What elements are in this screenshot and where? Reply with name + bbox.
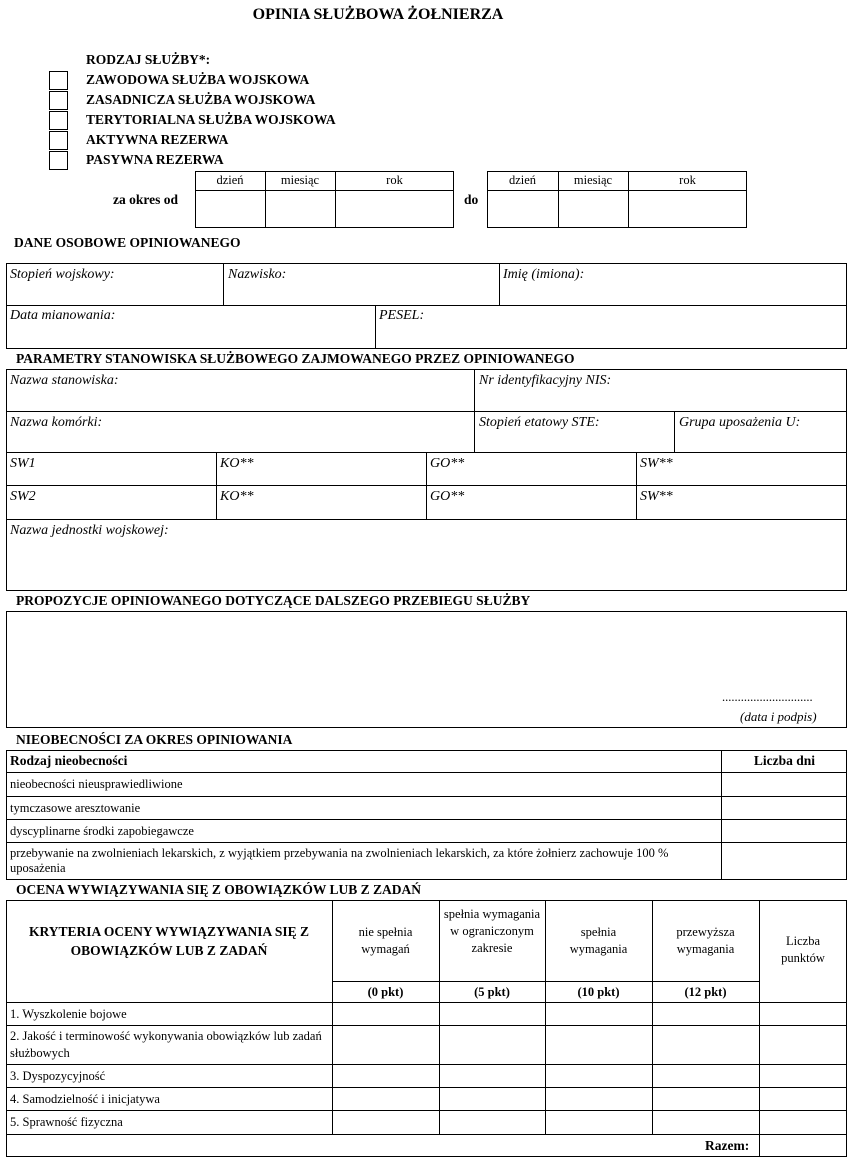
- sw2-field[interactable]: SW2: [10, 489, 36, 504]
- sw1-field[interactable]: SW1: [10, 456, 36, 471]
- salary-group-field[interactable]: Grupa uposażenia U:: [679, 415, 801, 430]
- to-day-input[interactable]: [488, 191, 557, 227]
- level-label: przewyższa wymagania: [676, 925, 735, 956]
- appointment-date-field[interactable]: Data mianowania:: [10, 308, 116, 323]
- cell-name-field[interactable]: Nazwa komórki:: [10, 415, 103, 430]
- surname-field[interactable]: Nazwisko:: [228, 267, 287, 282]
- absence-row: dyscyplinarne środki zapobiegawcze: [10, 824, 194, 838]
- proposals-heading: PROPOZYCJE OPINIOWANEGO DOTYCZĄCE DALSZEGO PRZEBIEGU SŁUŻBY: [16, 593, 531, 608]
- to-month-input[interactable]: [559, 191, 627, 227]
- absence-days-input[interactable]: [723, 774, 845, 795]
- absences-heading: NIEOBECNOŚCI ZA OKRES OPINIOWANIA: [16, 732, 293, 747]
- ste-field[interactable]: Stopień etatowy STE:: [479, 415, 600, 430]
- to-year-input[interactable]: [629, 191, 746, 227]
- points-header: Liczba punktów: [781, 934, 825, 965]
- go1-field[interactable]: GO**: [430, 456, 465, 471]
- checkbox-active-reserve[interactable]: [49, 131, 68, 150]
- level-label: spełnia wymagania w ograniczonym zakresie: [443, 907, 541, 955]
- service-option: TERYTORIALNA SŁUŻBA WOJSKOWA: [86, 112, 336, 127]
- from-day-input[interactable]: [196, 191, 264, 227]
- month-label: miesiąc: [280, 173, 320, 187]
- year-label: rok: [386, 173, 403, 187]
- service-option: ZAWODOWA SŁUŻBA WOJSKOWA: [86, 72, 310, 87]
- criterion-row: 2. Jakość i terminowość wykonywania obowiązków lub zadań służbowych: [10, 1029, 322, 1060]
- signature-label: (data i podpis): [740, 709, 817, 724]
- nis-field[interactable]: Nr identyfikacyjny NIS:: [479, 373, 612, 388]
- date-to: [487, 171, 747, 228]
- criterion-row: 3. Dyspozycyjność: [10, 1069, 106, 1083]
- service-option: ZASADNICZA SŁUŻBA WOJSKOWA: [86, 92, 316, 107]
- level-label: nie spełnia wymagań: [358, 925, 413, 956]
- month-label: miesiąc: [573, 173, 613, 187]
- absence-type-header: Rodzaj nieobecności: [10, 753, 128, 768]
- absence-days-input[interactable]: [723, 798, 845, 818]
- level-points: (5 pkt): [474, 985, 510, 999]
- absence-days-header: Liczba dni: [753, 753, 816, 768]
- page-title: OPINIA SŁUŻBOWA ŻOŁNIERZA: [252, 6, 504, 23]
- criteria-header: KRYTERIA OCENY WYWIĄZYWANIA SIĘ Z OBOWIĄZKÓW LUB Z ZADAŃ: [28, 924, 310, 958]
- personal-data-box: [6, 263, 847, 349]
- level-points: (12 pkt): [684, 985, 727, 999]
- sw-1-field[interactable]: SW**: [640, 456, 673, 471]
- period-from-label: za okres od: [113, 192, 179, 207]
- total-points-input[interactable]: [761, 1136, 845, 1155]
- absence-row: nieobecności nieusprawiedliwione: [10, 777, 183, 791]
- checkbox-professional[interactable]: [49, 71, 68, 90]
- signature-dots: .............................: [722, 690, 813, 704]
- service-option: AKTYWNA REZERWA: [86, 132, 229, 147]
- absence-row: tymczasowe aresztowanie: [10, 801, 141, 815]
- name-field[interactable]: Imię (imiona):: [503, 267, 585, 282]
- criterion-row: 5. Sprawność fizyczna: [10, 1115, 123, 1129]
- day-label: dzień: [508, 173, 537, 187]
- service-option: PASYWNA REZERWA: [86, 152, 224, 167]
- criterion-row: 1. Wyszkolenie bojowe: [10, 1007, 127, 1021]
- absence-days-input[interactable]: [723, 821, 845, 841]
- from-year-input[interactable]: [336, 191, 453, 227]
- evaluation-heading: OCENA WYWIĄZYWANIA SIĘ Z OBOWIĄZKÓW LUB Z ZADAŃ: [16, 882, 421, 897]
- absence-days-input[interactable]: [723, 844, 845, 878]
- position-heading: PARAMETRY STANOWISKA SŁUŻBOWEGO ZAJMOWANEGO PRZEZ OPINIOWANEGO: [16, 351, 575, 366]
- unit-name-field[interactable]: Nazwa jednostki wojskowej:: [10, 523, 169, 538]
- service-type-heading: RODZAJ SŁUŻBY*:: [86, 52, 211, 67]
- position-name-field[interactable]: Nazwa stanowiska:: [10, 373, 119, 388]
- pesel-field[interactable]: PESEL:: [379, 308, 425, 323]
- level-points: (0 pkt): [367, 985, 404, 999]
- criterion-row: 4. Samodzielność i inicjatywa: [10, 1092, 160, 1106]
- day-label: dzień: [216, 173, 244, 187]
- from-month-input[interactable]: [266, 191, 334, 227]
- ko2-field[interactable]: KO**: [220, 489, 254, 504]
- date-from: [195, 171, 454, 228]
- level-points: (10 pkt): [577, 985, 620, 999]
- checkbox-territorial[interactable]: [49, 111, 68, 130]
- checkbox-basic[interactable]: [49, 91, 68, 110]
- personal-heading: DANE OSOBOWE OPINIOWANEGO: [14, 235, 241, 250]
- proposals-box[interactable]: [6, 611, 847, 728]
- ko1-field[interactable]: KO**: [220, 456, 254, 471]
- sw-2-field[interactable]: SW**: [640, 489, 673, 504]
- absence-row: przebywanie na zwolnieniach lekarskich, z wyjątkiem przebywania na zwolnieniach lekarskich, za które żołnierz zachowuje 100 % uposażenia: [10, 846, 669, 875]
- checkbox-passive-reserve[interactable]: [49, 151, 68, 170]
- total-label: Razem:: [705, 1138, 750, 1153]
- year-label: rok: [679, 173, 696, 187]
- go2-field[interactable]: GO**: [430, 489, 465, 504]
- period-to-label: do: [464, 192, 479, 207]
- rank-field[interactable]: Stopień wojskowy:: [10, 267, 115, 282]
- level-label: spełnia wymagania: [569, 925, 628, 956]
